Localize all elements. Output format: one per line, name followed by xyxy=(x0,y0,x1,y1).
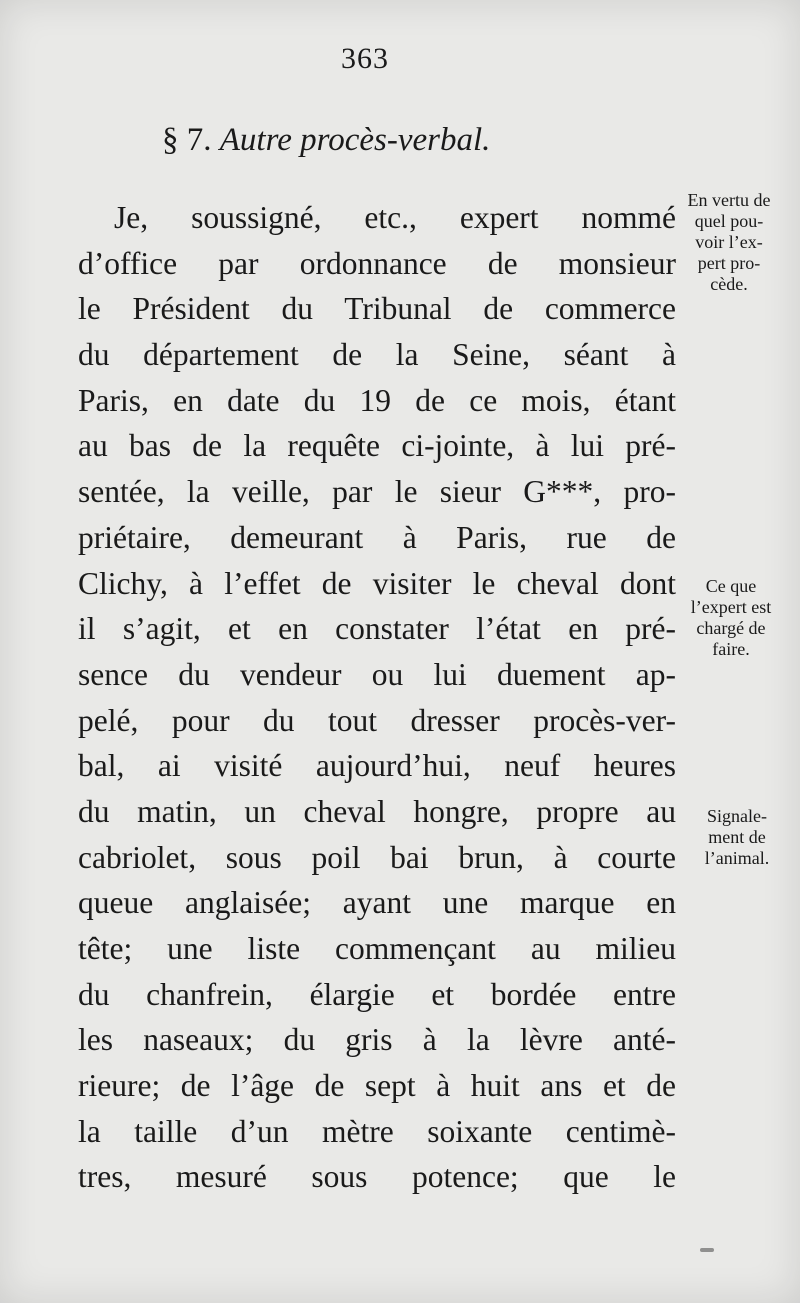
text-line: du matin, un cheval hongre, propre au xyxy=(78,793,676,829)
text-line: queue anglaisée; ayant une marque en xyxy=(78,885,676,921)
margin-note-animal-description xyxy=(678,806,796,869)
text-line: Clichy, à l’effet de visiter le cheval dont xyxy=(78,565,676,601)
text-line: priétaire, demeurant à Paris, rue de xyxy=(78,519,676,555)
text-line: les naseaux; du gris à la lèvre anté- xyxy=(78,1022,676,1058)
text-line: sentée, la veille, par le sieur G***, pro- xyxy=(78,474,676,510)
margin-note-line: Ce que xyxy=(705,576,757,596)
margin-note-line: Signale- xyxy=(707,806,767,826)
page-number: 363 xyxy=(341,42,389,75)
text-line: bal, ai visité aujourd’hui, neuf heures xyxy=(78,748,676,784)
text-line: la taille d’un mètre soixante centimè- xyxy=(78,1113,676,1149)
margin-note-line: cède. xyxy=(710,274,748,294)
margin-note-line: quel pou- xyxy=(694,211,764,231)
text-line: tête; une liste commençant au milieu xyxy=(78,931,676,966)
section-title: Autre procès-verbal. xyxy=(219,122,491,158)
text-line: pelé, pour du tout dresser procès-ver- xyxy=(78,702,676,738)
text-line: d’office par ordonnance de monsieur xyxy=(78,245,676,281)
ink-speck xyxy=(700,1248,714,1252)
margin-note-line: faire. xyxy=(712,639,750,659)
text-line: le Président du Tribunal de commerce xyxy=(78,291,676,327)
margin-note-line: l’animal. xyxy=(704,848,770,868)
text-line: du département de la Seine, séant à xyxy=(78,337,676,373)
margin-note-expert-task xyxy=(672,576,790,660)
text-line: rieure; de l’âge de sept à huit ans et de xyxy=(78,1068,676,1104)
text-line: au bas de la requête ci-jointe, à lui pré- xyxy=(78,428,676,464)
section-number: § 7. xyxy=(162,122,212,158)
body-text xyxy=(78,195,676,1200)
text-line: Je, soussigné, etc., expert nommé xyxy=(114,200,676,235)
margin-note-expert-authority xyxy=(670,190,788,295)
text-line: il s’agit, et en constater l’état en pré- xyxy=(78,611,676,647)
margin-note-line: En vertu de xyxy=(687,190,771,210)
margin-note-line: chargé de xyxy=(696,618,766,638)
margin-note-line: voir l’ex- xyxy=(695,232,763,252)
margin-note-line: l’expert est xyxy=(690,597,772,617)
text-line: sence du vendeur ou lui duement ap- xyxy=(78,656,676,692)
text-line: tres, mesuré sous potence; que le xyxy=(78,1159,676,1195)
text-line: du chanfrein, élargie et bordée entre xyxy=(78,976,676,1012)
text-line: Paris, en date du 19 de ce mois, étant xyxy=(78,382,676,418)
margin-note-line: ment de xyxy=(708,827,766,847)
margin-note-line: pert pro- xyxy=(697,253,761,273)
text-line: cabriolet, sous poil bai brun, à courte xyxy=(78,839,676,875)
section-heading xyxy=(162,122,490,159)
